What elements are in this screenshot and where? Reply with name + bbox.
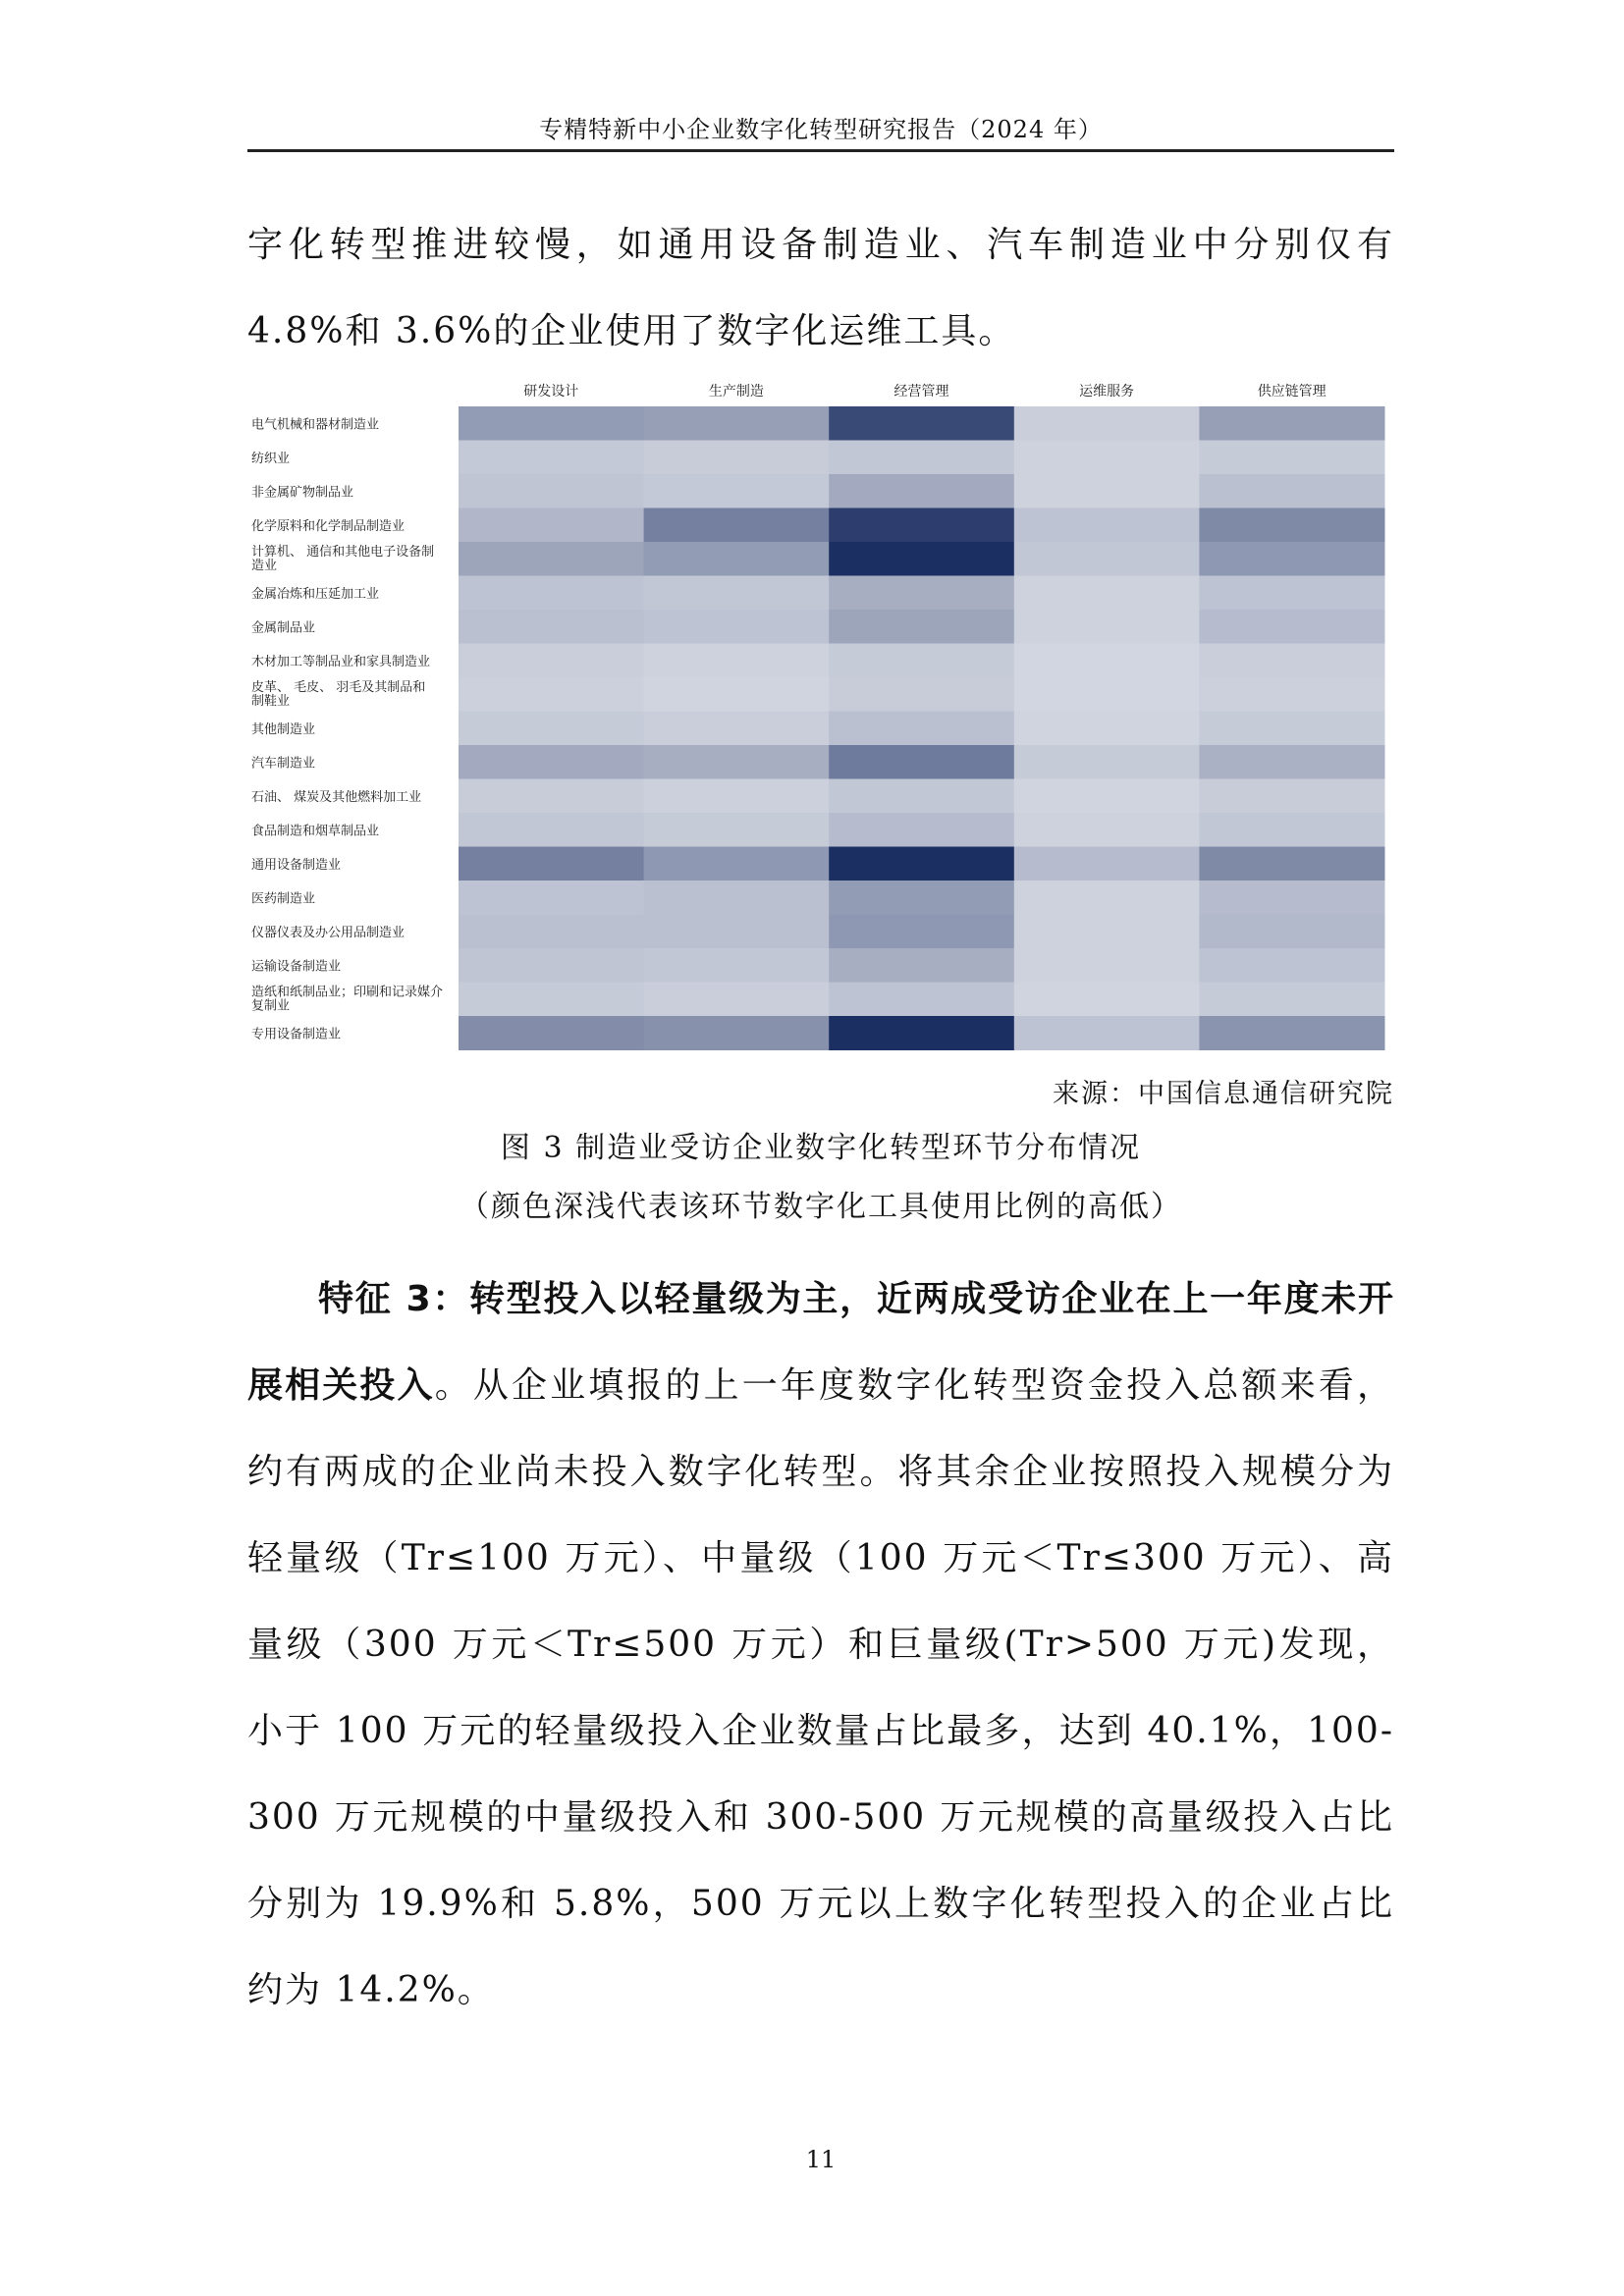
- heatmap-cell: [459, 542, 644, 576]
- heatmap-cell: [829, 948, 1014, 983]
- heatmap-cell: [1199, 948, 1384, 983]
- heatmap-row-label: 计算机、 通信和其他电子设备制造业: [251, 545, 435, 573]
- heatmap-cell: [644, 813, 830, 847]
- heatmap-cell: [644, 779, 830, 814]
- heatmap-cell: [1014, 881, 1200, 915]
- heatmap-cell: [829, 406, 1014, 441]
- heatmap-cell: [459, 508, 644, 543]
- heatmap-cell: [459, 1016, 644, 1050]
- heatmap-cell: [1199, 983, 1384, 1017]
- heatmap-cell: [1199, 779, 1384, 814]
- page-number: 11: [805, 2146, 837, 2173]
- heatmap-cell: [1014, 644, 1200, 678]
- heatmap-cell: [459, 915, 644, 949]
- heatmap-cell: [829, 441, 1014, 475]
- heatmap-cell: [459, 441, 644, 475]
- heatmap-cell: [644, 508, 830, 543]
- heatmap-cell: [829, 712, 1014, 746]
- heatmap-cell: [1014, 983, 1200, 1017]
- heatmap-cell: [1014, 948, 1200, 983]
- heatmap-cell: [1199, 1016, 1384, 1050]
- heatmap-cell: [1199, 542, 1384, 576]
- heatmap-row-label: 通用设备制造业: [251, 857, 342, 873]
- heatmap-cell: [644, 542, 830, 576]
- heatmap-row-label: 石油、 煤炭及其他燃料加工业: [251, 789, 422, 805]
- heatmap-row-label: 其他制造业: [251, 721, 316, 737]
- heatmap-cell: [459, 712, 644, 746]
- heatmap-cell: [459, 677, 644, 712]
- heatmap-cell: [829, 508, 1014, 543]
- heatmap-cell: [644, 644, 830, 678]
- heatmap-chart: [247, 373, 1394, 1060]
- heatmap-cell: [644, 441, 830, 475]
- heatmap-cell: [459, 983, 644, 1017]
- heatmap-cell: [1014, 406, 1200, 441]
- feature-body: 从企业填报的上一年度数字化转型资金投入总额来看，约有两成的企业尚未投入数字化转型。将其余企业按照投入规模分为轻量级（Tr≤100 万元）、中量级（100 万元＜Tr≤300 万元）、高量级（300 万元＜Tr≤500 万元）和巨量级(Tr>500 万元)发现，小于 100 万元的轻量级投入企业数量占比最多，达到 40.1%，100-300 万元规模的中量级投入和 300-500 万元规模的高量级投入占比分别为 19.9%和 5.8%，500 万元以上数字化转型投入的企业占比约为 14.2%。: [247, 1365, 1394, 2010]
- heatmap-cell: [1199, 576, 1384, 611]
- heatmap-cell: [459, 881, 644, 915]
- heatmap-cell: [1014, 847, 1200, 881]
- heatmap-column-label: 经营管理: [893, 384, 949, 400]
- heatmap-row-label: 运输设备制造业: [251, 959, 342, 975]
- heatmap-cell: [644, 474, 830, 508]
- heatmap-row-label: 皮革、 毛皮、 羽毛及其制品和制鞋业: [251, 680, 426, 709]
- heatmap-cell: [1014, 508, 1200, 543]
- heatmap-cell: [1199, 813, 1384, 847]
- heatmap-cell: [829, 983, 1014, 1017]
- heatmap-cell: [1199, 406, 1384, 441]
- heatmap-cell: [1199, 441, 1384, 475]
- heatmap-cell: [1199, 712, 1384, 746]
- heatmap-cell: [829, 779, 1014, 814]
- heatmap-cell: [1014, 677, 1200, 712]
- heatmap-cell: [644, 915, 830, 949]
- heatmap-row-label: 纺织业: [251, 451, 291, 466]
- heatmap-cell: [829, 576, 1014, 611]
- heatmap-cell: [644, 610, 830, 644]
- heatmap-cell: [1014, 1016, 1200, 1050]
- heatmap-cell: [829, 644, 1014, 678]
- heatmap-cell: [829, 915, 1014, 949]
- heatmap-cell: [829, 474, 1014, 508]
- heatmap-cell: [459, 406, 644, 441]
- heatmap-row-label: 食品制造和烟草制品业: [251, 824, 380, 839]
- heatmap-row-label: 金属冶炼和压延加工业: [251, 586, 380, 602]
- heatmap-cell: [1199, 610, 1384, 644]
- heatmap-cell: [1014, 813, 1200, 847]
- heatmap-cell: [1014, 915, 1200, 949]
- heatmap-cell: [644, 576, 830, 611]
- heatmap-cell: [459, 745, 644, 779]
- heatmap-row-label: 仪器仪表及办公用品制造业: [251, 925, 406, 940]
- header-divider: [247, 149, 1394, 152]
- heatmap-cell: [644, 712, 830, 746]
- heatmap-cell: [459, 644, 644, 678]
- heatmap-cell: [644, 745, 830, 779]
- heatmap-cell: [459, 610, 644, 644]
- heatmap-column-label: 生产制造: [708, 384, 764, 400]
- heatmap-cell: [644, 406, 830, 441]
- heatmap-cell: [1199, 474, 1384, 508]
- heatmap-cell: [829, 813, 1014, 847]
- feature-heading-end: 。: [434, 1365, 473, 1406]
- heatmap-cell: [829, 745, 1014, 779]
- heatmap-cell: [1014, 576, 1200, 611]
- heatmap-row-label: 化学原料和化学制品制造业: [251, 518, 406, 534]
- heatmap-cell: [1014, 745, 1200, 779]
- heatmap-cell: [644, 948, 830, 983]
- heatmap-row-label: 金属制品业: [251, 620, 316, 636]
- heatmap-cell: [1199, 677, 1384, 712]
- feature-paragraph: [247, 1256, 1394, 2034]
- heatmap-cell: [1014, 441, 1200, 475]
- heatmap-cell: [829, 847, 1014, 881]
- running-header: 专精特新中小企业数字化转型研究报告（2024 年）: [539, 116, 1103, 143]
- heatmap-cell: [1199, 745, 1384, 779]
- heatmap-row-label: 非金属矿物制品业: [251, 485, 354, 501]
- heatmap-cell: [1014, 474, 1200, 508]
- heatmap-cell: [1199, 847, 1384, 881]
- heatmap-cell: [1199, 644, 1384, 678]
- heatmap-row-label: 造纸和纸制品业；印刷和记录媒介复制业: [251, 985, 444, 1014]
- heatmap-row-label: 医药制造业: [251, 891, 316, 907]
- heatmap-cell: [644, 1016, 830, 1050]
- heatmap-column-label: 供应链管理: [1257, 384, 1326, 400]
- heatmap-column-label: 研发设计: [523, 384, 579, 400]
- heatmap-cell: [459, 779, 644, 814]
- heatmap-cell: [829, 542, 1014, 576]
- heatmap-cell: [459, 847, 644, 881]
- heatmap-row-label: 电气机械和器材制造业: [251, 417, 380, 433]
- figure-caption-note: （颜色深浅代表该环节数字化工具使用比例的高低）: [460, 1190, 1182, 1224]
- intro-paragraph: 字化转型推进较慢，如通用设备制造业、汽车制造业中分别仅有 4.8%和 3.6%的企业使用了数字化运维工具。: [247, 225, 1394, 351]
- figure-source: 来源：中国信息通信研究院: [1053, 1079, 1394, 1109]
- heatmap-cell: [644, 847, 830, 881]
- heatmap-cell: [1014, 610, 1200, 644]
- feature-heading: 特征 3：转型投入以轻量级为主，近两成受访企业在上一年度未开展相关投入: [247, 1279, 1394, 1406]
- heatmap-cell: [829, 610, 1014, 644]
- figure-caption: 图 3 制造业受访企业数字化转型环节分布情况: [500, 1131, 1142, 1165]
- heatmap-cell: [459, 948, 644, 983]
- heatmap-cell: [1199, 915, 1384, 949]
- heatmap-cell: [829, 1016, 1014, 1050]
- heatmap-cell: [1014, 542, 1200, 576]
- heatmap-cell: [1014, 779, 1200, 814]
- heatmap-cell: [459, 576, 644, 611]
- heatmap-cell: [829, 881, 1014, 915]
- heatmap-cell: [1199, 881, 1384, 915]
- heatmap-row-label: 专用设备制造业: [251, 1027, 342, 1042]
- heatmap-row-label: 汽车制造业: [251, 756, 316, 772]
- heatmap-row-label: 木材加工等制品业和家具制造业: [251, 654, 431, 669]
- heatmap-cell: [459, 813, 644, 847]
- heatmap-cell: [1014, 712, 1200, 746]
- heatmap-cell: [644, 881, 830, 915]
- heatmap-cell: [644, 677, 830, 712]
- heatmap-cell: [1199, 508, 1384, 543]
- heatmap-column-label: 运维服务: [1079, 384, 1135, 400]
- heatmap-cell: [829, 677, 1014, 712]
- heatmap-cell: [644, 983, 830, 1017]
- heatmap-cell: [459, 474, 644, 508]
